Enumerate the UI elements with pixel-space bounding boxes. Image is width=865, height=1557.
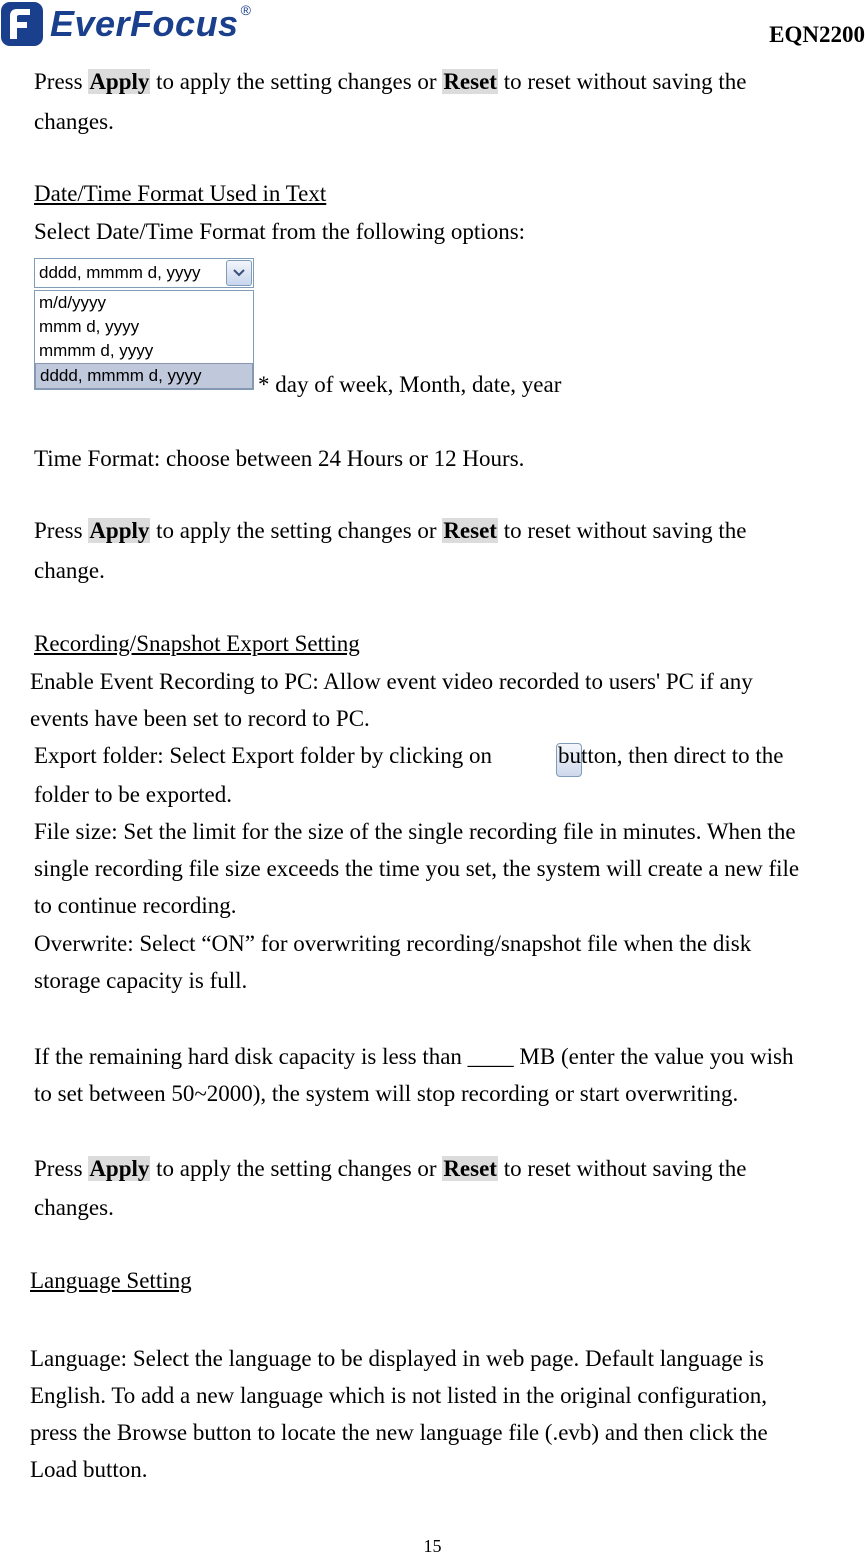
dropdown-option[interactable]: mmmm d, yyyy xyxy=(39,341,154,360)
overwrite-text: Overwrite: Select “ON” for overwriting recording/snapshot file when the disk xyxy=(34,931,752,956)
export-folder-text-line2: folder to be exported. xyxy=(34,782,232,807)
export-folder-text: Export folder: Select Export folder by clicking on xyxy=(34,743,492,768)
dropdown-options-list xyxy=(34,290,254,390)
logo-wordmark: EverFocus xyxy=(50,3,239,44)
language-text-line4: Load button. xyxy=(30,1457,148,1482)
everfocus-logo xyxy=(0,0,251,48)
apply-reset-instruction-1: Press Apply to apply the setting changes or Reset to reset without saving the xyxy=(34,69,747,94)
overwrite-text-line2: storage capacity is full. xyxy=(34,968,248,993)
everfocus-logo-icon xyxy=(0,1,44,47)
apply-label: Apply xyxy=(89,518,150,543)
time-format-description: Time Format: choose between 24 Hours or 12 Hours. xyxy=(34,446,525,471)
datetime-format-intro: Select Date/Time Format from the following options: xyxy=(34,219,526,244)
file-size-text-line2: single recording file size exceeds the time you set, the system will create a new file xyxy=(34,856,800,881)
model-number: EQN2200 xyxy=(769,22,865,47)
enable-event-recording-text-cont: events have been set to record to PC. xyxy=(30,706,370,731)
language-text-line1: Language: Select the language to be displayed in web page. Default language is xyxy=(30,1346,764,1371)
apply-label: Apply xyxy=(89,1156,150,1181)
datetime-format-dropdown[interactable] xyxy=(34,258,254,390)
apply-reset-instruction-3: Press Apply to apply the setting changes or Reset to reset without saving the xyxy=(34,1156,747,1181)
reset-label: Reset xyxy=(443,69,497,94)
remaining-capacity-text: If the remaining hard disk capacity is less than ____ MB (enter the value you wish xyxy=(34,1044,794,1069)
apply-reset-instruction-1-cont: changes. xyxy=(34,109,114,134)
language-setting-heading: Language Setting xyxy=(30,1268,192,1293)
page-number: 15 xyxy=(423,1536,442,1556)
export-folder-text-cont: button, then direct to the xyxy=(558,743,784,768)
file-size-text-line3: to continue recording. xyxy=(34,893,237,918)
dropdown-option[interactable]: m/d/yyyy xyxy=(39,293,107,312)
file-size-text: File size: Set the limit for the size of the single recording file in minutes. When the xyxy=(34,819,796,844)
apply-reset-instruction-2: Press Apply to apply the setting changes or Reset to reset without saving the xyxy=(34,518,747,543)
reset-label: Reset xyxy=(443,518,497,543)
datetime-format-heading: Date/Time Format Used in Text xyxy=(34,181,327,206)
apply-reset-instruction-2-cont: change. xyxy=(34,558,105,583)
dropdown-option-selected[interactable]: dddd, mmmm d, yyyy xyxy=(35,363,253,389)
apply-reset-instruction-3-cont: changes. xyxy=(34,1195,114,1220)
datetime-format-select[interactable] xyxy=(34,258,254,288)
recording-export-heading: Recording/Snapshot Export Setting xyxy=(34,631,360,656)
dropdown-option[interactable]: mmm d, yyyy xyxy=(39,317,140,336)
language-text-line2: English. To add a new language which is not listed in the original configuration, xyxy=(30,1383,768,1408)
reset-label: Reset xyxy=(443,1156,497,1181)
language-text-line3: press the Browse button to locate the new language file (.evb) and then click the xyxy=(30,1420,768,1445)
dropdown-selected-value: dddd, mmmm d, yyyy xyxy=(39,263,201,282)
enable-event-recording-text: Enable Event Recording to PC: Allow event video recorded to users' PC if any xyxy=(30,669,753,694)
datetime-format-note: * day of week, Month, date, year xyxy=(258,372,562,397)
chevron-down-icon[interactable] xyxy=(226,260,252,286)
apply-label: Apply xyxy=(89,69,150,94)
registered-mark: ® xyxy=(240,2,251,18)
remaining-capacity-text-line2: to set between 50~2000), the system will stop recording or start overwriting. xyxy=(34,1081,739,1106)
